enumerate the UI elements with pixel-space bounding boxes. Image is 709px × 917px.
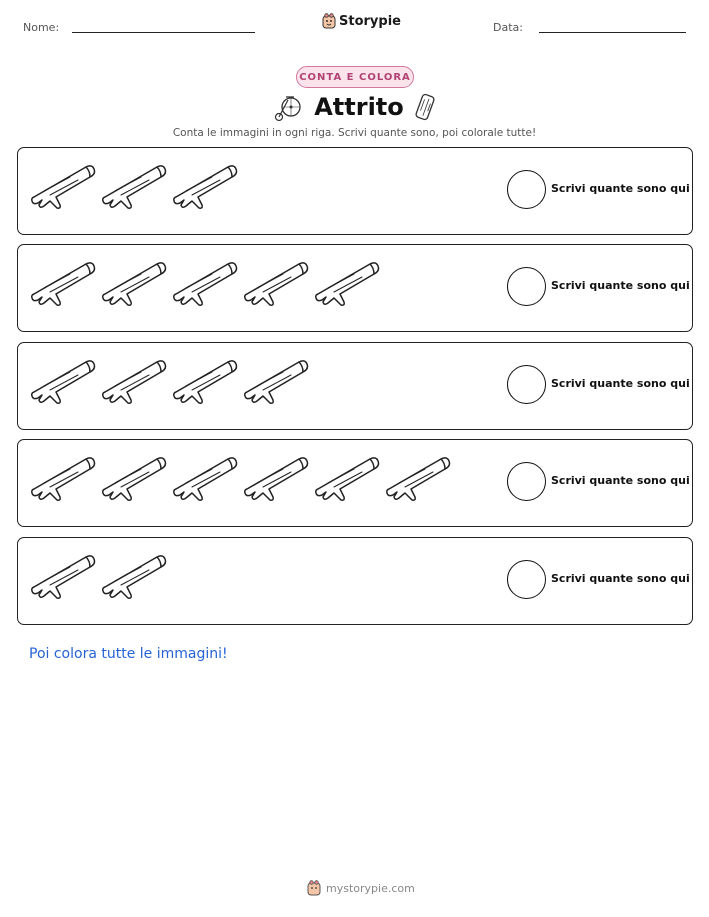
page-title: Attrito [314,93,404,121]
activity-tag: CONTA E COLORA [296,66,414,88]
answer-circle[interactable] [507,365,546,404]
brand-name: Storypie [339,13,401,29]
wooden-stick-icon[interactable] [30,453,98,511]
wood-log-icon [414,92,436,122]
wooden-stick-icon[interactable] [30,551,98,609]
date-label: Data: [493,21,523,34]
wooden-stick-icon[interactable] [172,161,240,219]
wooden-stick-icon[interactable] [30,356,98,414]
brand [322,13,401,29]
wooden-stick-icon[interactable] [101,258,169,316]
answer-circle[interactable] [507,170,546,209]
wooden-stick-icon[interactable] [30,161,98,219]
count-row [17,342,693,430]
date-line[interactable] [539,32,686,33]
wooden-stick-icon[interactable] [101,453,169,511]
count-row [17,439,693,527]
wooden-stick-icon[interactable] [172,453,240,511]
storypie-footer-logo-icon [307,880,321,896]
wooden-stick-icon[interactable] [101,356,169,414]
answer-circle[interactable] [507,462,546,501]
wooden-stick-icon[interactable] [243,258,311,316]
footer-note: Poi colora tutte le immagini! [29,646,228,662]
wooden-stick-icon[interactable] [314,453,382,511]
write-prompt: Scrivi quante sono qui [551,572,690,585]
wooden-stick-icon[interactable] [385,453,453,511]
count-row [17,244,693,332]
wooden-stick-icon[interactable] [172,356,240,414]
write-prompt: Scrivi quante sono qui [551,182,690,195]
answer-circle[interactable] [507,560,546,599]
count-row [17,537,693,625]
worksheet-header [0,0,709,50]
wooden-stick-icon[interactable] [101,161,169,219]
wooden-stick-icon[interactable] [30,258,98,316]
wooden-stick-icon[interactable] [314,258,382,316]
title-block [260,90,450,124]
name-label: Nome: [23,21,60,34]
site-url: mystorypie.com [326,881,415,895]
wooden-stick-icon[interactable] [243,356,311,414]
count-row [17,147,693,235]
wooden-stick-icon[interactable] [172,258,240,316]
answer-circle[interactable] [507,267,546,306]
write-prompt: Scrivi quante sono qui [551,377,690,390]
site-footer [307,880,415,896]
wooden-stick-icon[interactable] [243,453,311,511]
wooden-stick-icon[interactable] [101,551,169,609]
name-line[interactable] [72,32,255,33]
write-prompt: Scrivi quante sono qui [551,279,690,292]
instructions: Conta le immagini in ogni riga. Scrivi quante sono, poi colorale tutte! [172,127,537,139]
write-prompt: Scrivi quante sono qui [551,474,690,487]
bicycle-icon [274,92,304,122]
storypie-logo-icon [322,13,336,29]
